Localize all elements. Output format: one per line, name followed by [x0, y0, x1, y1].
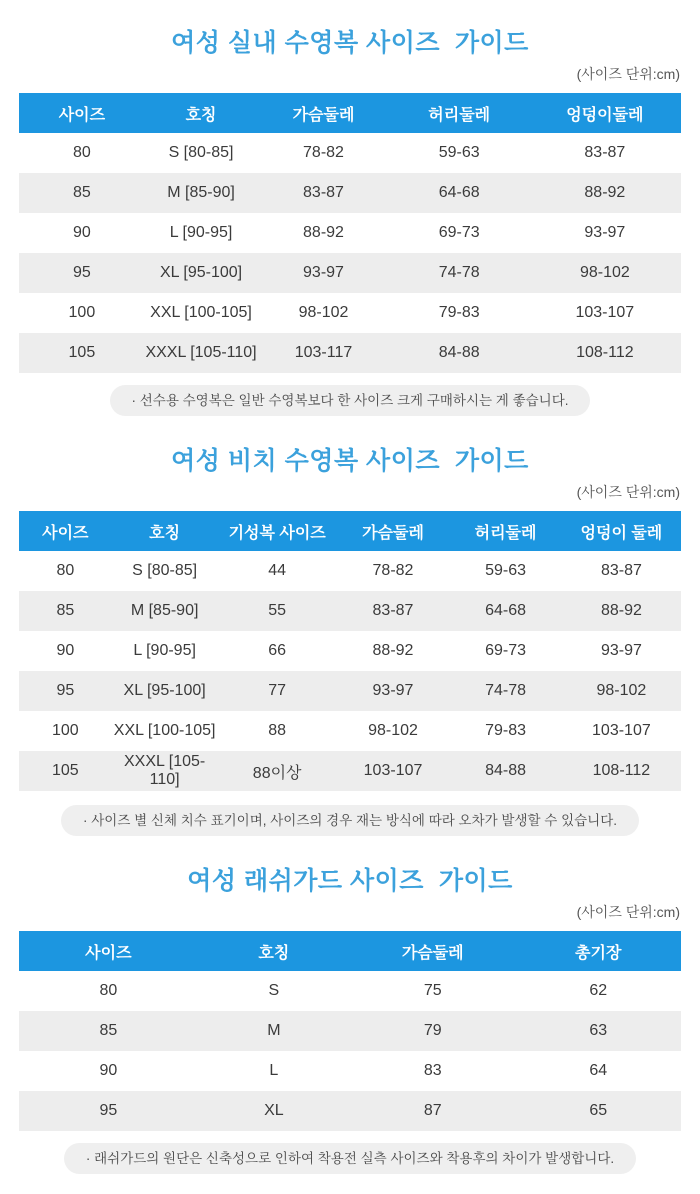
unit-label: (사이즈 단위:cm)	[576, 484, 680, 500]
table-cell: M	[267, 1022, 281, 1039]
table-cell: M [85-90]	[167, 184, 235, 201]
table-header-row	[19, 931, 681, 971]
table-cell: 103-107	[592, 722, 651, 739]
table-cell: 79	[423, 1022, 442, 1039]
table-row	[19, 631, 681, 671]
table-cell: S [80-85]	[132, 562, 198, 579]
note-pill: · 사이즈 별 신체 치수 표기이며, 사이즈의 경우 재는 방식에 따라 오차가 발생할 수 있습니다.	[61, 805, 639, 836]
table-row	[19, 1051, 681, 1091]
table-cell: 88-92	[372, 642, 414, 659]
table-cell: 80	[56, 562, 75, 579]
column-header: 가슴둘레	[337, 511, 450, 551]
table-cell: 93-97	[372, 682, 414, 699]
section-beach-swimsuit	[0, 416, 700, 836]
column-header: 총기장	[515, 931, 681, 971]
table-header-row	[19, 93, 681, 133]
table-cell: 95	[72, 264, 91, 281]
table-cell: 83-87	[303, 184, 344, 201]
table-cell: L [90-95]	[133, 642, 196, 659]
table-cell: 88-92	[303, 224, 344, 241]
table-cell: 105	[51, 762, 79, 779]
table-cell: 80	[72, 144, 91, 161]
table-cell: 62	[589, 982, 608, 999]
unit-label: (사이즈 단위:cm)	[576, 66, 680, 82]
table-cell: 88이상	[252, 764, 302, 782]
table-row	[19, 293, 681, 333]
table-cell: 90	[99, 1062, 118, 1079]
table-row	[19, 333, 681, 373]
column-header: 기성복 사이즈	[218, 511, 337, 551]
column-header: 호칭	[112, 511, 218, 551]
table-cell: 103-107	[363, 762, 423, 779]
table-cell: 64-68	[485, 602, 526, 619]
table-cell: S	[268, 982, 280, 999]
table-cell: 85	[72, 184, 91, 201]
table-row	[19, 971, 681, 1011]
note-pill: · 선수용 수영복은 일반 수영복보다 한 사이즈 크게 구매하시는 게 좋습니다.	[110, 385, 591, 416]
table-cell: 69-73	[485, 642, 526, 659]
table-cell: 87	[423, 1102, 442, 1119]
table-cell: 98-102	[298, 304, 349, 321]
table-cell: 88-92	[584, 184, 626, 201]
section-title: 여성 래쉬가드 사이즈 가이드	[187, 867, 513, 895]
table-cell: 85	[99, 1022, 118, 1039]
table-cell: 83-87	[600, 562, 642, 579]
column-header: 호칭	[198, 931, 350, 971]
table-header-row	[19, 511, 681, 551]
table-cell: 98-102	[368, 722, 418, 739]
table-cell: 90	[56, 642, 75, 659]
section-indoor-swimsuit	[0, 0, 700, 416]
table-cell: 88-92	[600, 602, 642, 619]
section-title: 여성 실내 수영복 사이즈 가이드	[171, 29, 529, 57]
beach-swimsuit-size-table	[19, 511, 681, 791]
column-header: 가슴둘레	[257, 93, 389, 133]
table-cell: 55	[268, 602, 287, 619]
table-cell: XXL [100-105]	[113, 722, 216, 739]
table-cell: 66	[268, 642, 287, 659]
table-row	[19, 173, 681, 213]
table-cell: 108-112	[576, 344, 634, 361]
table-cell: 64-68	[438, 184, 480, 201]
column-header: 사이즈	[19, 93, 145, 133]
table-cell: L	[269, 1062, 279, 1079]
table-row	[19, 253, 681, 293]
table-cell: 84-88	[485, 762, 526, 779]
table-cell: 83-87	[372, 602, 414, 619]
table-cell: S [80-85]	[168, 144, 234, 161]
table-cell: XL	[264, 1102, 284, 1119]
section-rashguard	[0, 836, 700, 1174]
column-header: 엉덩이둘레	[529, 93, 681, 133]
table-cell: 75	[423, 982, 442, 999]
table-cell: 79-83	[438, 304, 480, 321]
table-cell: 78-82	[372, 562, 414, 579]
table-row	[19, 671, 681, 711]
table-cell: 59-63	[485, 562, 526, 579]
table-cell: 69-73	[438, 224, 480, 241]
table-cell: 93-97	[303, 264, 344, 281]
column-header: 사이즈	[19, 511, 112, 551]
table-cell: 83-87	[584, 144, 626, 161]
table-cell: XL [95-100]	[159, 264, 243, 281]
table-cell: 64	[589, 1062, 608, 1079]
table-cell: 78-82	[303, 144, 344, 161]
table-row	[19, 751, 681, 791]
column-header: 호칭	[145, 93, 258, 133]
table-cell: 95	[56, 682, 75, 699]
table-cell: 59-63	[438, 144, 480, 161]
unit-label: (사이즈 단위:cm)	[576, 904, 680, 920]
table-row	[19, 213, 681, 253]
rashguard-size-table	[19, 931, 681, 1131]
note-pill: · 래쉬가드의 원단은 신축성으로 인하여 착용전 실측 사이즈와 착용후의 차이가 발생합니다.	[64, 1143, 636, 1174]
table-row	[19, 133, 681, 173]
table-cell: L [90-95]	[169, 224, 233, 241]
indoor-swimsuit-size-table	[19, 93, 681, 373]
table-cell: 80	[99, 982, 118, 999]
table-cell: 74-78	[438, 264, 480, 281]
table-cell: 103-117	[294, 344, 353, 361]
table-cell: 63	[589, 1022, 608, 1039]
table-cell: XL [95-100]	[123, 682, 206, 699]
table-cell: 79-83	[485, 722, 526, 739]
column-header: 가슴둘레	[350, 931, 516, 971]
column-header: 엉덩이 둘레	[562, 511, 681, 551]
table-row	[19, 551, 681, 591]
table-row	[19, 1091, 681, 1131]
column-header: 허리둘레	[449, 511, 562, 551]
table-cell: 100	[51, 722, 79, 739]
table-cell: 93-97	[584, 224, 626, 241]
table-cell: 83	[423, 1062, 442, 1079]
table-cell: 77	[268, 682, 287, 699]
column-header: 허리둘레	[390, 93, 529, 133]
table-cell: 108-112	[592, 762, 651, 779]
table-cell: 88	[268, 722, 287, 739]
table-cell: XXXL [105-110]	[124, 753, 206, 788]
table-row	[19, 711, 681, 751]
table-cell: 98-102	[579, 264, 630, 281]
table-row	[19, 1011, 681, 1051]
table-cell: 93-97	[600, 642, 642, 659]
table-row	[19, 591, 681, 631]
table-cell: 44	[268, 562, 287, 579]
column-header: 사이즈	[19, 931, 198, 971]
table-cell: 105	[68, 344, 96, 361]
table-cell: XXXL [105-110]	[145, 344, 257, 361]
table-cell: 100	[68, 304, 96, 321]
table-cell: 84-88	[438, 344, 480, 361]
table-cell: M [85-90]	[130, 602, 199, 619]
table-cell: 65	[589, 1102, 608, 1119]
table-cell: 95	[99, 1102, 118, 1119]
table-cell: 74-78	[485, 682, 526, 699]
table-cell: 98-102	[596, 682, 647, 699]
table-cell: 90	[72, 224, 91, 241]
table-cell: XXL [100-105]	[150, 304, 252, 321]
table-cell: 85	[56, 602, 75, 619]
table-cell: 103-107	[575, 304, 635, 321]
section-title: 여성 비치 수영복 사이즈 가이드	[171, 447, 529, 475]
